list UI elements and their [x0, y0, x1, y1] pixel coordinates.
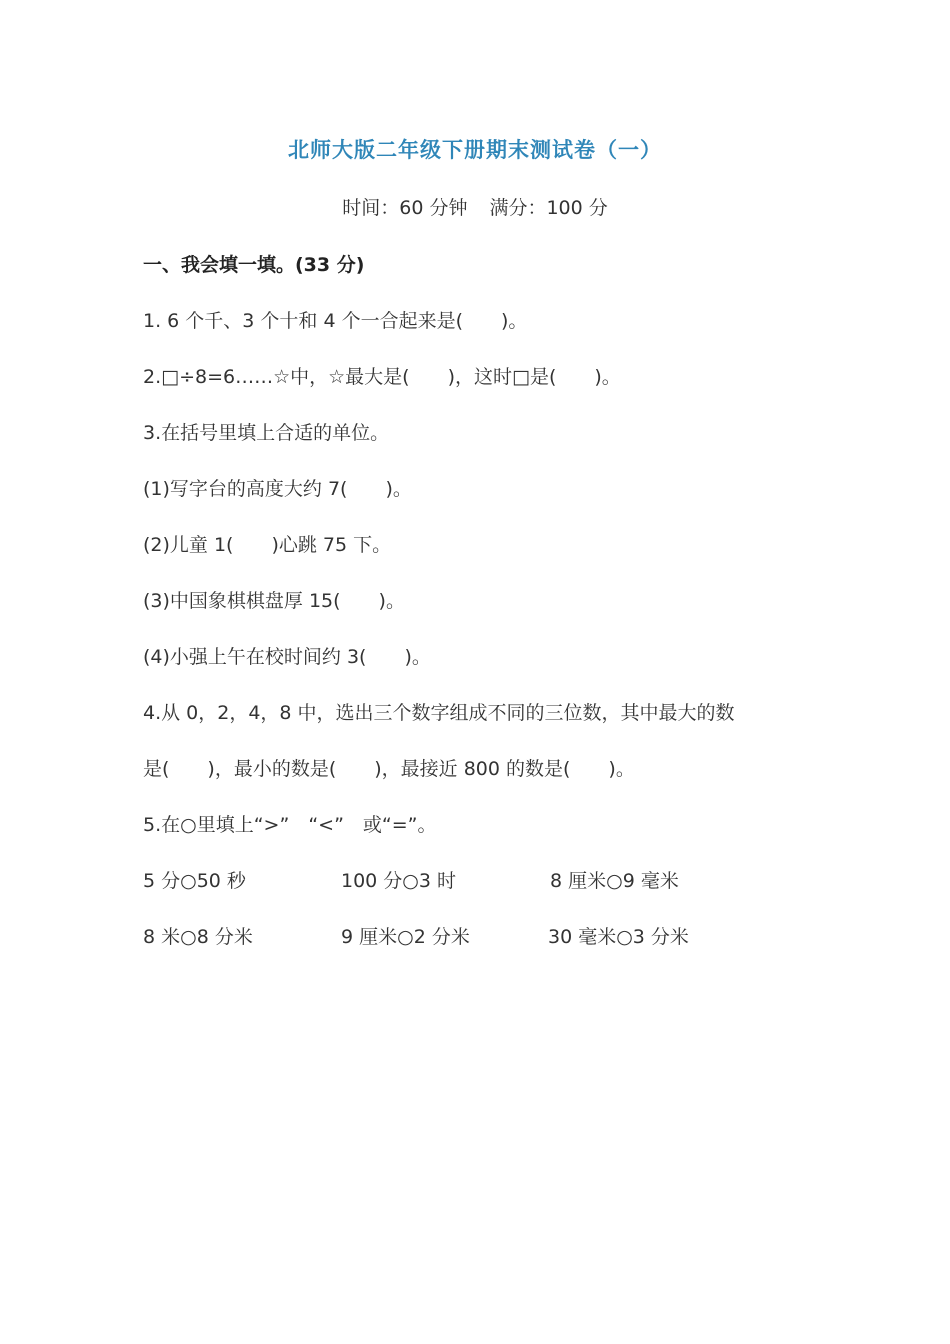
exam-info: [0, 193, 950, 220]
question-2: 2.□÷8=6……☆中，☆最大是( )，这时□是( )。: [143, 366, 621, 388]
compare-item: 30 毫米○3 分米: [548, 926, 689, 948]
time-limit: 时间：60 分钟: [342, 197, 468, 219]
question-4-line-2: 是( )，最小的数是( )，最接近 800 的数是( )。: [143, 758, 635, 780]
question-3-4: (4)小强上午在校时间约 3( )。: [143, 646, 431, 668]
compare-item: 5 分○50 秒: [143, 870, 246, 892]
question-4-line-1: 4.从 0，2，4，8 中，选出三个数字组成不同的三位数，其中最大的数: [143, 702, 735, 724]
compare-item: 8 厘米○9 毫米: [550, 870, 679, 892]
full-score: 满分：100 分: [489, 197, 608, 219]
compare-item: 8 米○8 分米: [143, 926, 253, 948]
question-5: 5.在○里填上“>” “<” 或“=”。: [143, 814, 437, 836]
compare-item: 9 厘米○2 分米: [341, 926, 470, 948]
question-3-1: (1)写字台的高度大约 7( )。: [143, 478, 412, 500]
section-heading: 一、我会填一填。(33 分): [143, 254, 365, 276]
exam-title: 北师大版二年级下册期末测试卷（一）: [288, 138, 662, 162]
question-3-2: (2)儿童 1( )心跳 75 下。: [143, 534, 392, 556]
compare-item: 100 分○3 时: [341, 870, 457, 892]
question-3-3: (3)中国象棋棋盘厚 15( )。: [143, 590, 405, 612]
question-3: 3.在括号里填上合适的单位。: [143, 422, 390, 444]
question-1: 1. 6 个千、3 个十和 4 个一合起来是( )。: [143, 310, 528, 332]
